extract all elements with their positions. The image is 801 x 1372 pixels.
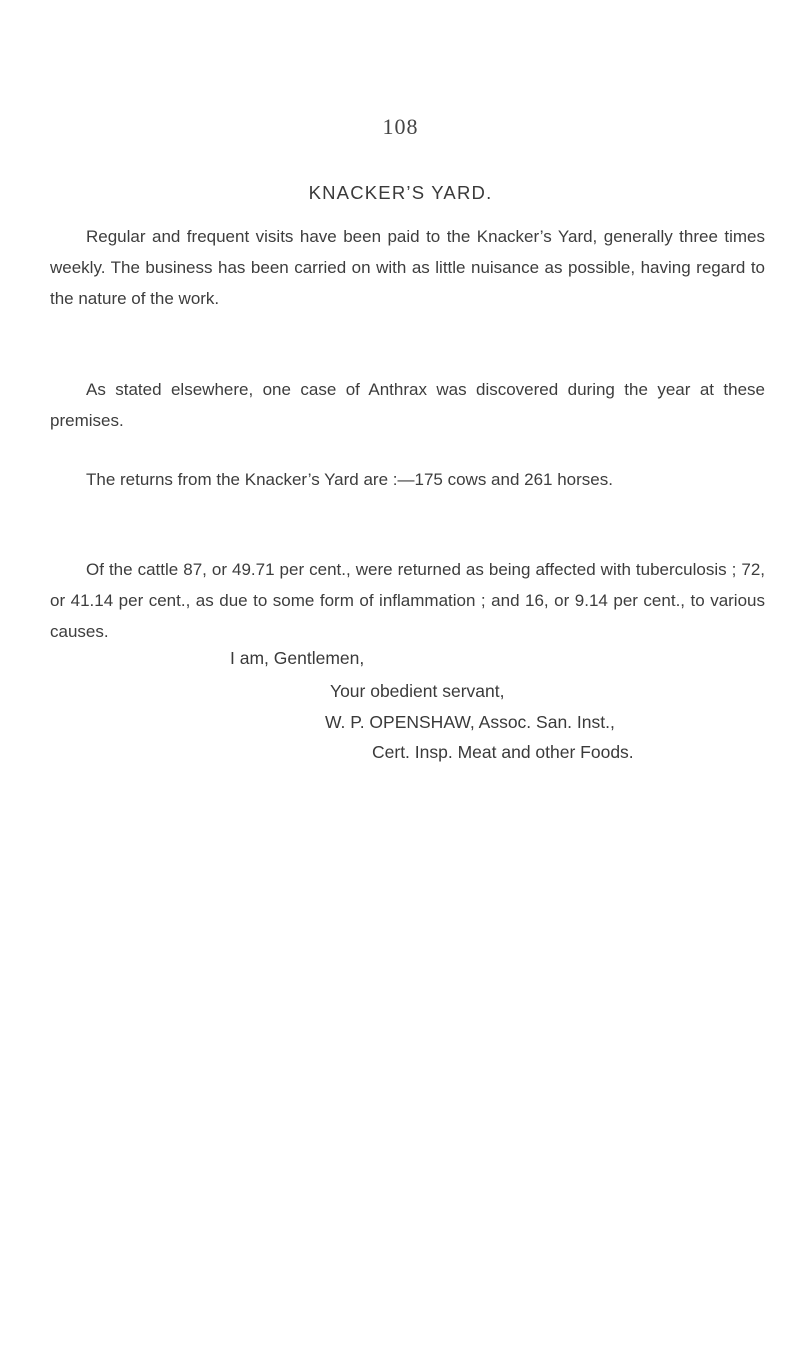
signatory-name: W. P. OPENSHAW, Assoc. San. Inst., xyxy=(325,712,615,732)
closing-valediction: Your obedient servant, xyxy=(330,681,505,701)
section-heading: KNACKER’S YARD. xyxy=(308,182,493,203)
paragraph-cattle xyxy=(50,554,765,647)
paragraph-anthrax xyxy=(50,374,765,436)
paragraph-text: The returns from the Knacker’s Yard are :—175 cows and 261 horses. xyxy=(86,470,613,489)
closing-salutation: I am, Gentlemen, xyxy=(230,648,365,668)
page-number: 108 xyxy=(382,114,419,139)
paragraph-visits xyxy=(50,221,765,314)
paragraph-text: Of the cattle 87, or 49.71 per cent., were returned as being affected with tuberculosis ; 72, or 41.14 per cent., as due to some form of inflammation ; and 16, or 9.14 per cent., to various causes. xyxy=(50,560,765,641)
signatory-credentials: Cert. Insp. Meat and other Foods. xyxy=(372,742,634,762)
paragraph-text: Regular and frequent visits have been paid to the Knacker’s Yard, generally three times weekly. The business has been carried on with as little nuisance as possible, having regard to the nature of the work. xyxy=(50,227,765,308)
paragraph-returns xyxy=(50,464,765,495)
paragraph-text: As stated elsewhere, one case of Anthrax was discovered during the year at these premises. xyxy=(50,380,765,430)
